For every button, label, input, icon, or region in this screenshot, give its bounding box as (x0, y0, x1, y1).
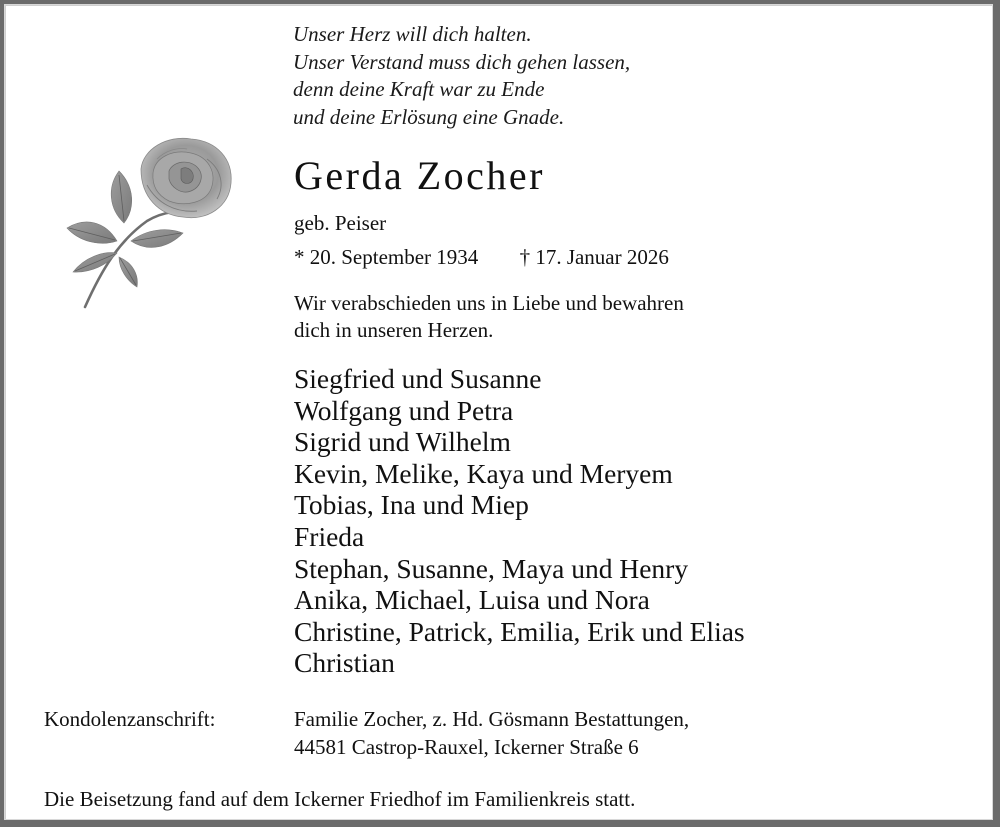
address-line: Familie Zocher, z. Hd. Gösmann Bestattungen, (294, 707, 690, 731)
mourner-entry: Anika, Michael, Luisa und Nora (294, 584, 650, 616)
obituary-notice (5, 5, 992, 819)
life-dates (294, 243, 669, 271)
mourner-entry: Wolfgang und Petra (294, 394, 514, 426)
poem-line: Unser Verstand muss dich gehen lassen, (293, 49, 631, 74)
farewell-line: Wir verabschieden uns in Liebe und bewahren (294, 291, 684, 315)
mourner-entry: Kevin, Melike, Kaya und Meryem (294, 457, 673, 489)
farewell-message (294, 290, 684, 344)
poem-line: Unser Herz will dich halten. (293, 22, 532, 46)
condolence-address (294, 705, 689, 761)
mourners-list (294, 363, 745, 679)
condolence-label: Kondolenzanschrift: (44, 707, 216, 731)
farewell-line: dich in unseren Herzen. (294, 318, 494, 342)
death-date: † 17. Januar 2026 (519, 245, 669, 269)
burial-note: Die Beisetzung fand auf dem Ickerner Friedhof im Familienkreis statt. (44, 787, 636, 811)
mourner-entry: Christine, Patrick, Emilia, Erik und Elias (294, 615, 745, 647)
address-line: 44581 Castrop-Rauxel, Ickerner Straße 6 (294, 735, 639, 759)
rose-icon (57, 129, 242, 314)
mourner-entry: Tobias, Ina und Miep (294, 489, 529, 521)
mourner-entry: Christian (294, 647, 395, 679)
mourner-entry: Frieda (294, 520, 365, 552)
mourner-entry: Siegfried und Susanne (294, 363, 542, 394)
birth-date: * 20. September 1934 (294, 245, 479, 269)
poem-line: und deine Erlösung eine Gnade. (293, 104, 565, 129)
memorial-poem (293, 21, 630, 131)
maiden-name: geb. Peiser (294, 211, 387, 235)
mourner-entry: Sigrid und Wilhelm (294, 426, 511, 458)
deceased-name: Gerda Zocher (294, 153, 545, 198)
poem-line: denn deine Kraft war zu Ende (293, 77, 545, 101)
mourner-entry: Stephan, Susanne, Maya und Henry (294, 552, 689, 584)
